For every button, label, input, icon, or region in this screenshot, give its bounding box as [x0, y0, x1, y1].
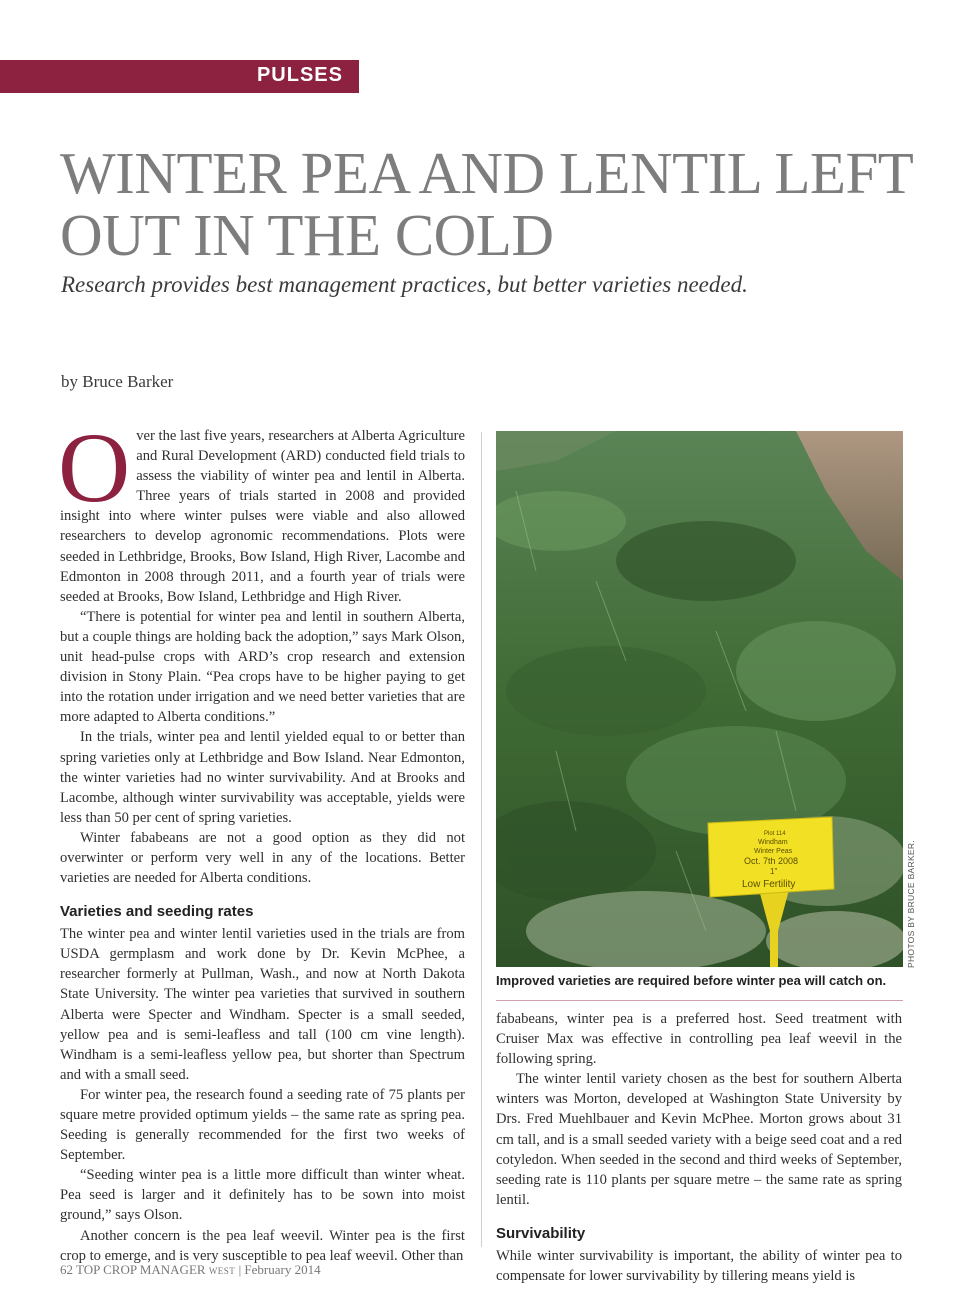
article-paragraph: For winter pea, the research found a seeding rate of 75 plants per square metre provided optimum yields – the same rate as spring pea. Seeding is generally recommended for the first two weeks of September. [60, 1086, 465, 1164]
headline: WINTER PEA AND LENTIL LEFT OUT IN THE COLD [60, 140, 913, 268]
left-column [58, 412, 465, 1266]
sign-text: Plot 114 [764, 831, 786, 837]
article-paragraph: In the trials, winter pea and lentil yielded equal to or better than spring varieties only at Lethbridge and Bow Island. Near Edmonton, the winter varieties had no winter survivability. And at Brooks and Lacombe, although winter survivability was acceptable, yields were less than 50 per cent of spring varieties. [60, 729, 465, 826]
caption-divider [496, 1000, 903, 1001]
sign-text: Oct. 7th 2008 [744, 856, 799, 866]
subhead-varieties: Varieties and seeding rates [60, 903, 254, 921]
issue-date: February 2014 [244, 1262, 321, 1277]
column-divider [481, 432, 482, 1247]
photo-caption: Improved varieties are required before winter pea will catch on. [496, 973, 887, 988]
article-paragraph: While winter survivability is important, the ability of winter pea to compensate for lower survivability by tillering means yield is [496, 1247, 902, 1285]
article-paragraph: “Seeding winter pea is a little more difficult than winter wheat. Pea seed is larger and it definitely has to be sown into moist ground,” says Olson. [60, 1167, 465, 1224]
article-paragraph: The winter lentil variety chosen as the best for southern Alberta winters was Morton, developed at Washington State University by Drs. Fred Muehlbauer and Kevin McPhee. Morton grows about 31 cm tall, and is a small seeded variety with a beige seed coat and a red cotyledon. When seeded in the second and third weeks of September, seeding rate is 110 plants per square metre – the same rate as spring lentil. [496, 1071, 902, 1208]
page-footer: 62 TOP CROP MANAGER WEST | February 2014 [60, 1262, 321, 1277]
page-number: 62 [60, 1262, 73, 1277]
photo-credit: PHOTOS BY BRUCE BARKER. [906, 840, 916, 968]
sign-text: Winter Peas [754, 848, 793, 855]
article-paragraph [58, 412, 465, 607]
sign-text: 1" [770, 867, 778, 876]
field-photo [496, 431, 903, 967]
magazine-edition: WEST [208, 1266, 236, 1276]
paragraph-text: ver the last five years, researchers at Alberta Agriculture and Rural Development (ARD) conducted field trials to assess the viability of winter pea and lentil in Alberta. Three years of trials started in 2008 and provided insight into where winter pulses were viable and also allowed researchers to develop agronomic recommendations. Plots were seeded in Lethbridge, Brooks, Bow Island, High River, Lacombe and Edmonton in 2008 through 2011, and a fourth year of trials were seeded at Brooks, Bow Island, Lethbridge and High River. [60, 428, 465, 605]
section-label: PULSES [256, 64, 343, 86]
article-paragraph: The winter pea and winter lentil varieties used in the trials are from USDA germplasm and work done by Dr. Kevin McPhee, a researcher formerly at Pullman, Wash., and now at North Dakota State University. The winter pea varieties that survived in southern Alberta were Specter and Windham. Specter is a small seeded, yellow pea and is semi-leafless and tall (100 cm vine length). Windham is a semi-leafless yellow pea, but shorter than Spectrum and with a small seed. [60, 926, 465, 1083]
article-paragraph: “There is potential for winter pea and lentil in southern Alberta, but a couple things are holding back the adoption,” says Mark Olson, unit head-pulse crops with ARD’s crop research and extension division in Stony Plain. “Pea crops have to be higher paying to get into the rotation under irrigation and we need better varieties that are more adapted to Alberta conditions.” [60, 608, 465, 726]
sign-text: Low Fertility [742, 879, 796, 890]
right-column [496, 1009, 902, 1286]
section-band [0, 60, 359, 93]
subhead-survivability: Survivability [496, 1224, 586, 1242]
byline: by Bruce Barker [61, 372, 174, 391]
article-paragraph: Winter fababeans are not a good option as they did not overwinter or perform very well in any of the locations. Better varieties are needed for Alberta conditions. [60, 829, 465, 887]
dropcap: O [58, 412, 131, 523]
sign-text: Windham [758, 839, 788, 846]
magazine-name: TOP CROP MANAGER [76, 1262, 206, 1277]
field-photo-image [496, 431, 903, 967]
deck: Research provides best management practices, but better varieties needed. [61, 272, 748, 297]
article-paragraph: fababeans, winter pea is a preferred host. Seed treatment with Cruiser Max was effective in controlling pea leaf weevil in the following spring. [496, 1011, 902, 1068]
article-paragraph: Another concern is the pea leaf weevil. Winter pea is the first crop to emerge, and is very susceptible to pea leaf weevil. Other than [60, 1227, 465, 1264]
